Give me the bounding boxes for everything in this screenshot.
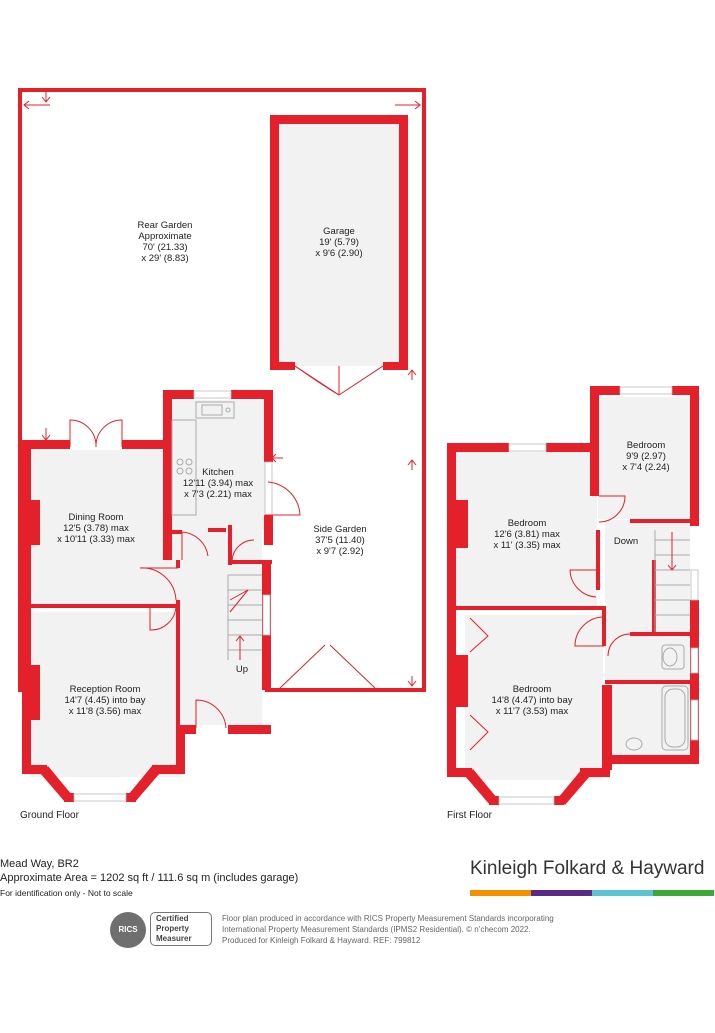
stairs-down-label: Down: [613, 536, 639, 547]
brand-bar-teal: [592, 890, 653, 896]
dining-dim-2: x 10'11 (3.33) max: [57, 534, 135, 545]
rear-garden-dim-1: 70' (21.33): [142, 242, 188, 253]
rear-garden-label: Rear Garden: [137, 220, 193, 231]
reception-dim-2: x 11'8 (3.56) max: [68, 706, 142, 717]
bedroom-small-dim-2: x 7'4 (2.24): [622, 462, 670, 473]
garage-dim-1: 19' (5.79): [319, 237, 359, 248]
kitchen-dim-2: x 7'3 (2.21) max: [184, 489, 252, 500]
side-garden-label: Side Garden: [313, 524, 367, 535]
first-floor-caption: First Floor: [447, 810, 492, 821]
rics-certified-label: [150, 912, 212, 946]
bedroom-small-label: Bedroom: [626, 440, 666, 451]
brand-bar-purple: [531, 890, 592, 896]
ground-floor-caption: Ground Floor: [20, 810, 79, 821]
brand-logo-text: Kinleigh Folkard & Hayward: [470, 858, 705, 879]
bedroom-rear-dim-2: x 11' (3.35) max: [493, 540, 561, 551]
reception-dim-1: 14'7 (4.45) into bay: [64, 695, 146, 706]
brand-bar-orange: [470, 890, 531, 896]
disclaimer-line-1: Floor plan produced in accordance with RICS Property Measurement Standards incorporating: [222, 914, 554, 923]
rear-garden-label-2: Approximate: [138, 231, 192, 242]
garage-dim-2: x 9'6 (2.90): [315, 248, 363, 259]
disclaimer-line-2: International Property Measurement Standards (IPMS2 Residential). © n’checom 2022.: [222, 925, 531, 934]
stairs-up-label: Up: [235, 664, 249, 675]
disclaimer: [222, 913, 554, 946]
identification-note: For identification only - Not to scale: [0, 888, 133, 898]
side-garden-dim-1: 37'5 (11.40): [315, 535, 365, 546]
ground-floor-fill: [30, 400, 265, 777]
rics-logo-icon: RICS: [110, 912, 146, 948]
dining-dim-1: 12'5 (3.78) max: [63, 523, 129, 534]
disclaimer-line-3: Produced for Kinleigh Folkard & Hayward. REF: 799812: [222, 936, 421, 945]
rics-cert-line-1: Certified: [156, 914, 189, 923]
rics-badge: [110, 912, 215, 948]
side-garden-dim-2: x 9'7 (2.92): [316, 546, 364, 557]
bedroom-rear-dim-1: 12'6 (3.81) max: [494, 529, 560, 540]
rics-cert-line-2: Property: [156, 924, 189, 933]
dining-label: Dining Room: [68, 512, 124, 523]
bedroom-front-label: Bedroom: [512, 684, 552, 695]
rear-garden-dim-2: x 29' (8.83): [141, 253, 189, 264]
garage-label: Garage: [323, 226, 355, 237]
kitchen-dim-1: 12'11 (3.94) max: [182, 478, 254, 489]
property-address: Mead Way, BR2: [0, 858, 79, 870]
bedroom-small-dim-1: 9'9 (2.97): [626, 451, 666, 462]
bedroom-front-dim-2: x 11'7 (3.53) max: [495, 706, 569, 717]
approximate-area: Approximate Area = 1202 sq ft / 111.6 sq m (includes garage): [0, 872, 299, 884]
bedroom-front-dim-1: 14'8 (4.47) into bay: [491, 695, 573, 706]
bedroom-rear-label: Bedroom: [507, 518, 547, 529]
rics-cert-line-3: Measurer: [156, 934, 192, 943]
brand-bar-green: [653, 890, 714, 896]
reception-label: Reception Room: [69, 684, 141, 695]
kitchen-label: Kitchen: [202, 467, 234, 478]
